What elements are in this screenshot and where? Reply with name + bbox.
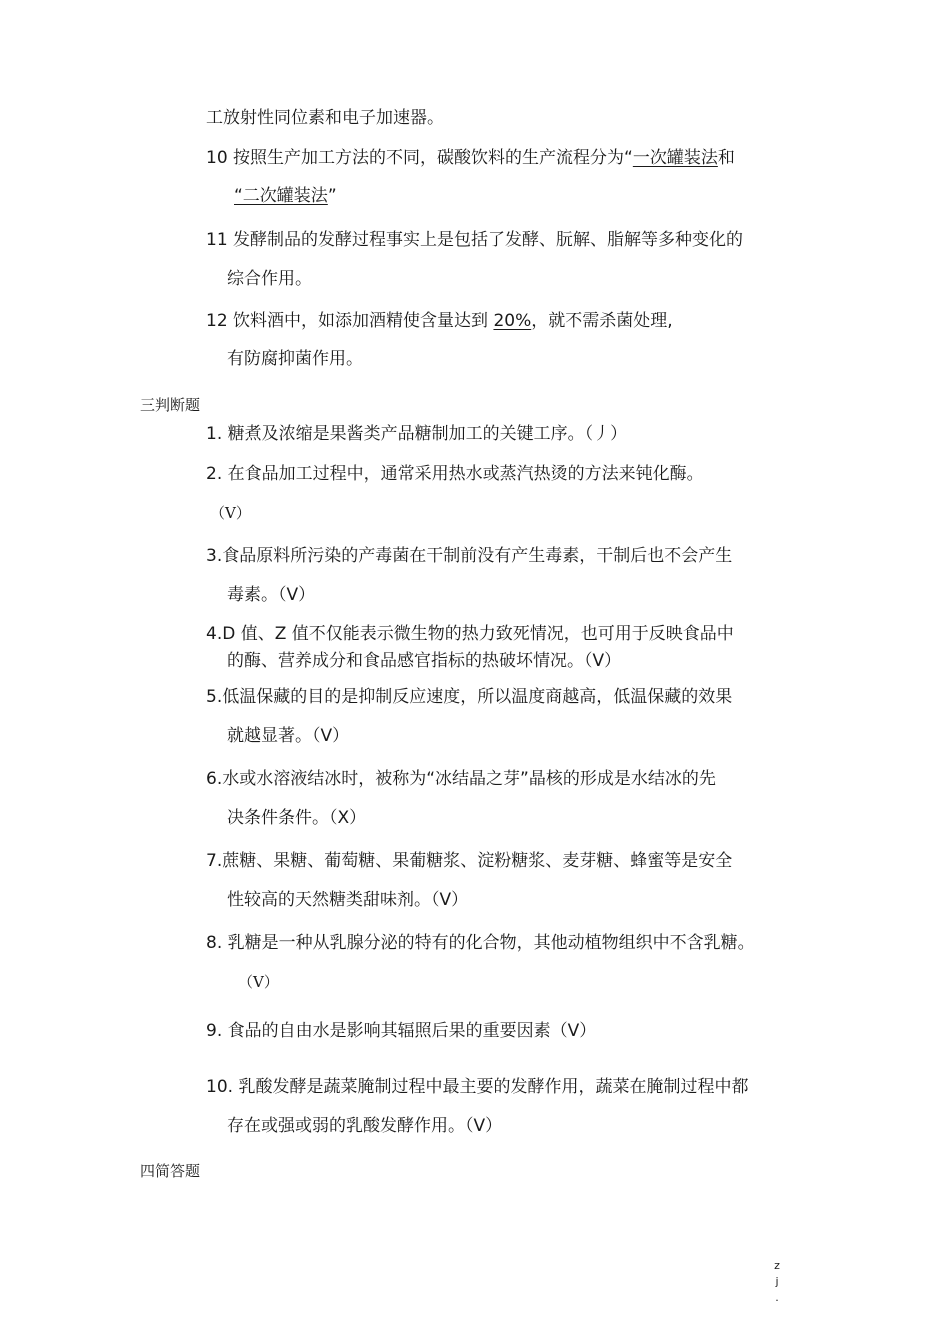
judge-item-9: 9. 食品的自由水是影响其辐照后果的重要因素（V） [206, 1021, 597, 1041]
judge-item-7-line2: 性较高的天然糖类甜味剂。（V） [227, 890, 469, 910]
fill-item-12-text-end: ，就不需杀菌处理, [531, 311, 673, 331]
fill-item-11-line1: 11 发酵制品的发酵过程事实上是包括了发酵、朊解、脂解等多种变化的 [206, 230, 744, 250]
footer-char-2: j [775, 1275, 779, 1288]
fill-item-12-line1 [206, 310, 673, 332]
fill-item-12-answer: 20% [493, 311, 532, 331]
fill-item-10-line1 [206, 147, 735, 169]
fill-line-continuation: 工放射性同位素和电子加速器。 [206, 108, 444, 128]
judge-item-6-line2: 决条件条件。（X） [227, 808, 367, 828]
fill-item-10-answer-2: “二次罐装法 [234, 186, 328, 206]
section-4-heading: 四简答题 [140, 1162, 201, 1180]
judge-item-10-line1: 10. 乳酸发酵是蔬菜腌制过程中最主要的发酵作用，蔬菜在腌制过程中都 [206, 1077, 749, 1097]
footer-char-3: . [775, 1291, 779, 1304]
judge-item-8-answer: （V） [238, 973, 279, 991]
footer-char-1: z [774, 1259, 780, 1272]
judge-item-4-line2: 的酶、营养成分和食品感官指标的热破坏情况。（V） [227, 651, 622, 671]
judge-item-2-line1: 2. 在食品加工过程中，通常采用热水或蒸汽热烫的方法来钝化酶。 [206, 464, 704, 484]
judge-item-2-answer: （V） [210, 504, 251, 522]
section-3-heading: 三判断题 [140, 396, 201, 414]
fill-item-10-text: 10 按照生产加工方法的不同，碳酸饮料的生产流程分为“ [206, 148, 633, 168]
fill-item-10-answer-1: 一次罐装法 [632, 148, 718, 168]
judge-item-5-line1: 5.低温保藏的目的是抑制反应速度，所以温度商越高，低温保藏的效果 [206, 687, 733, 707]
judge-item-3-line2: 毒素。（V） [227, 585, 316, 605]
fill-item-10-line2 [234, 185, 337, 207]
fill-item-10-conj: 和 [717, 148, 735, 168]
judge-item-8-line1: 8. 乳糖是一种从乳腺分泌的特有的化合物，其他动植物组织中不含乳糖。 [206, 933, 755, 953]
judge-item-5-line2: 就越显著。（V） [227, 726, 350, 746]
judge-item-3-line1: 3.食品原料所污染的产毒菌在干制前没有产生毒素，干制后也不会产生 [206, 546, 733, 566]
fill-item-12-line2: 有防腐抑菌作用。 [227, 349, 363, 369]
fill-item-12-text: 12 饮料酒中，如添加酒精使含量达到 [206, 311, 494, 331]
judge-item-6-line1: 6.水或水溶液结冰时，被称为“冰结晶之芽”晶核的形成是水结冰的先 [206, 769, 716, 789]
judge-item-10-line2: 存在或强或弱的乳酸发酵作用。（V） [227, 1116, 503, 1136]
judge-item-1: 1. 糖煮及浓缩是果酱类产品糖制加工的关键工序。（丿） [206, 424, 628, 444]
judge-item-7-line1: 7.蔗糖、果糖、葡萄糖、果葡糖浆、淀粉糖浆、麦芽糖、蜂蜜等是安全 [206, 851, 733, 871]
page-footer-mark [770, 1258, 784, 1306]
fill-item-10-close-quote: ” [327, 186, 337, 206]
judge-item-4-line1: 4.D 值、Z 值不仅能表示微生物的热力致死情况，也可用于反映食品中 [206, 624, 734, 644]
fill-item-11-line2: 综合作用。 [227, 269, 312, 289]
